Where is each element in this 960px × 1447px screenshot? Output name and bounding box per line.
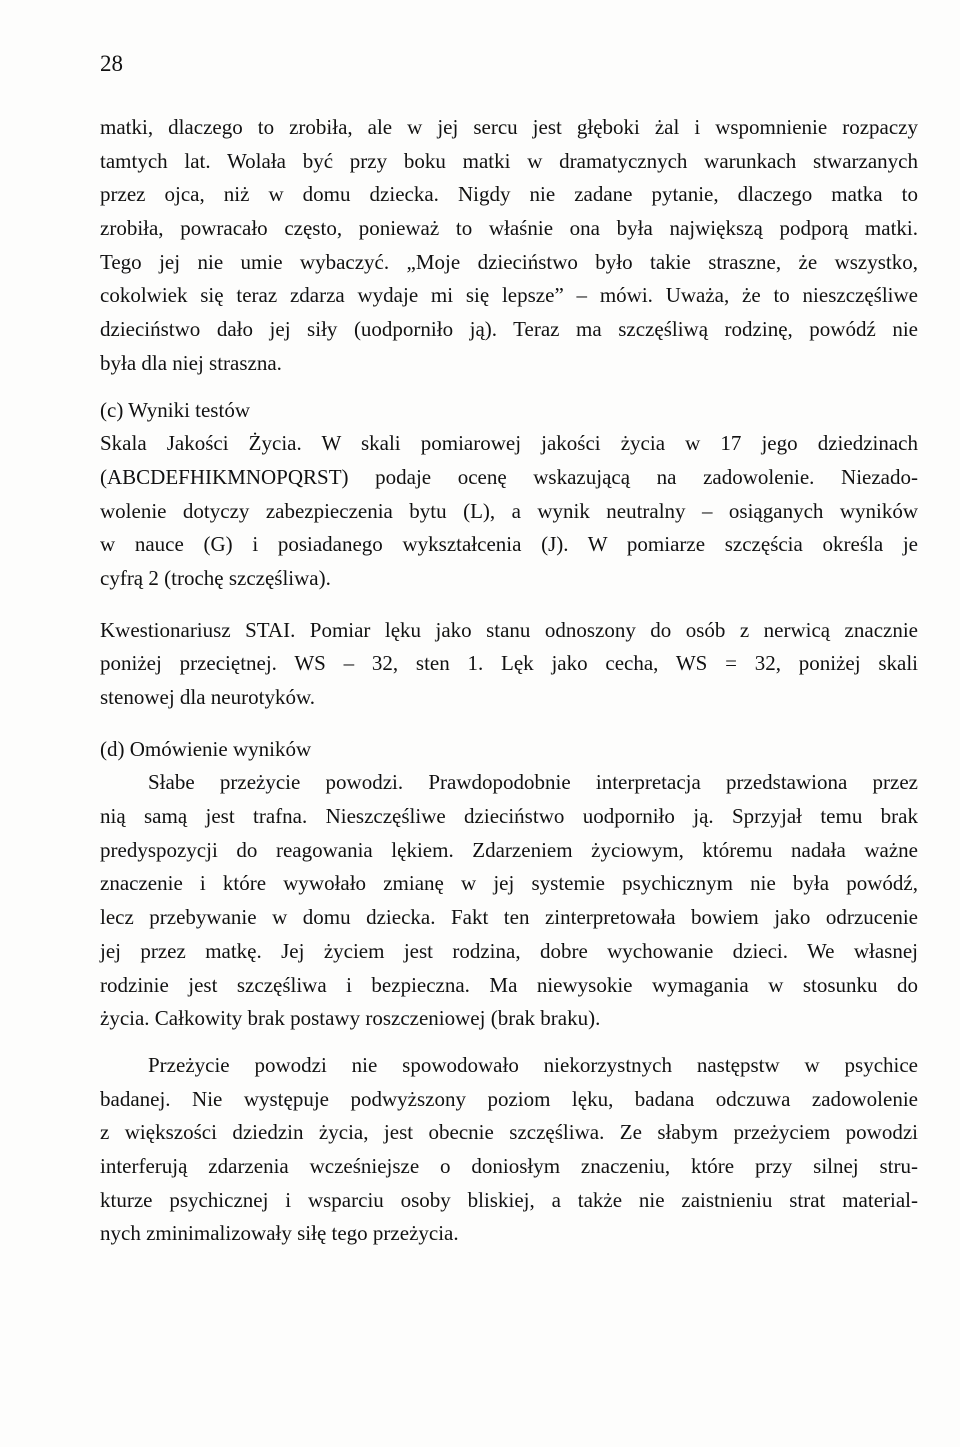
text-line: predyspozycji do reagowania lękiem. Zdarzeniem życiowym, któremu nadała ważne	[100, 837, 918, 862]
section-spacer	[100, 715, 918, 733]
text-line: Tego jej nie umie wybaczyć. „Moje dzieciństwo było takie straszne, że wszystko,	[100, 249, 918, 274]
body-text	[100, 111, 918, 1251]
text-line: Słabe przeżycie powodzi. Prawdopodobnie interpretacja przedstawiona przez	[148, 770, 918, 795]
text-line: Kwestionariusz STAI. Pomiar lęku jako stanu odnoszony do osób z nerwicą znacznie	[100, 617, 918, 642]
text-line: (ABCDEFHIKMNOPQRST) podaje ocenę wskazującą na zadowolenie. Niezado-	[100, 464, 918, 489]
text-line: przez ojca, niż w domu dziecka. Nigdy nie zadane pytanie, dlaczego matka to	[100, 182, 918, 207]
text-line: nych zminimalizowały siłę tego przeżycia.	[100, 1221, 459, 1246]
text-line: cokolwiek się teraz zdarza wydaje mi się lepsze” – mówi. Uważa, że to nieszczęśliwe	[100, 283, 918, 308]
text-line: dzieciństwo dało jej siły (uodporniło ją). Teraz ma szczęśliwą rodzinę, powódź nie	[100, 317, 918, 342]
text-line: badanej. Nie występuje podwyższony poziom lęku, badana odczuwa zadowolenie	[100, 1086, 918, 1111]
section-heading-discussion: (d) Omówienie wyników	[100, 736, 312, 761]
text-line: stenowej dla neurotyków.	[100, 685, 316, 709]
text-line: kturze psychicznej i wsparciu osoby bliskiej, a także nie zaistnieniu strat material-	[100, 1187, 918, 1212]
text-line: nią samą jest trafna. Nieszczęśliwe dzieciństwo uodporniło ją. Sprzyjał temu brak	[100, 804, 918, 829]
text-line: życia. Całkowity brak postawy roszczeniowej (brak braku).	[100, 1006, 601, 1031]
text-line: Przeżycie powodzi nie spowodowało niekorzystnych następstw w psychice	[148, 1052, 918, 1077]
text-line: w nauce (G) i posiadanego wykształcenia (J). W pomiarze szczęścia określa je	[100, 532, 918, 557]
text-line: interferują zdarzenia wcześniejsze o doniosłym znaczeniu, które przy silnej stru-	[100, 1153, 918, 1178]
text-line: z większości dziedzin życia, jest obecnie szczęśliwa. Ze słabym przeżyciem powodzi	[100, 1120, 918, 1145]
text-line: cyfrą 2 (trochę szczęśliwa).	[100, 565, 331, 590]
section-spacer	[100, 381, 918, 394]
text-line: poniżej przeciętnej. WS – 32, sten 1. Lęk jako cecha, WS = 32, poniżej skali	[100, 651, 918, 676]
text-line: matki, dlaczego to zrobiła, ale w jej sercu jest głęboki żal i wspomnienie rozpaczy	[100, 115, 918, 139]
page-number: 28	[100, 51, 123, 76]
text-line: lecz przebywanie w domu dziecka. Fakt ten zinterpretowała bowiem jako odrzucenie	[100, 905, 918, 930]
text-line: Skala Jakości Życia. W skali pomiarowej jakości życia w 17 jego dziedzinach	[100, 431, 918, 456]
paragraph-spacer	[100, 596, 918, 614]
text-line: jej przez matkę. Jej życiem jest rodzina, dobre wychowanie dzieci. We własnej	[100, 938, 918, 963]
text-line: tamtych lat. Wolała być przy boku matki w dramatycznych warunkach stwarzanych	[100, 148, 918, 173]
text-line: rodzinie jest szczęśliwa i bezpieczna. Ma niewysokie wymagania w stosunku do	[100, 972, 918, 997]
text-line: zrobiła, powracało często, ponieważ to właśnie ona była największą podporą matki.	[100, 216, 918, 241]
text-line: znaczenie i które wywołało zmianę w jej systemie psychicznym nie była powódź,	[100, 871, 918, 896]
paragraph-spacer	[100, 1036, 918, 1049]
section-heading-results: (c) Wyniki testów	[100, 397, 250, 422]
text-line: wolenie dotyczy zabezpieczenia bytu (L), a wynik neutralny – osiąganych wyników	[100, 498, 918, 523]
text-line: była dla niej straszna.	[100, 350, 282, 375]
